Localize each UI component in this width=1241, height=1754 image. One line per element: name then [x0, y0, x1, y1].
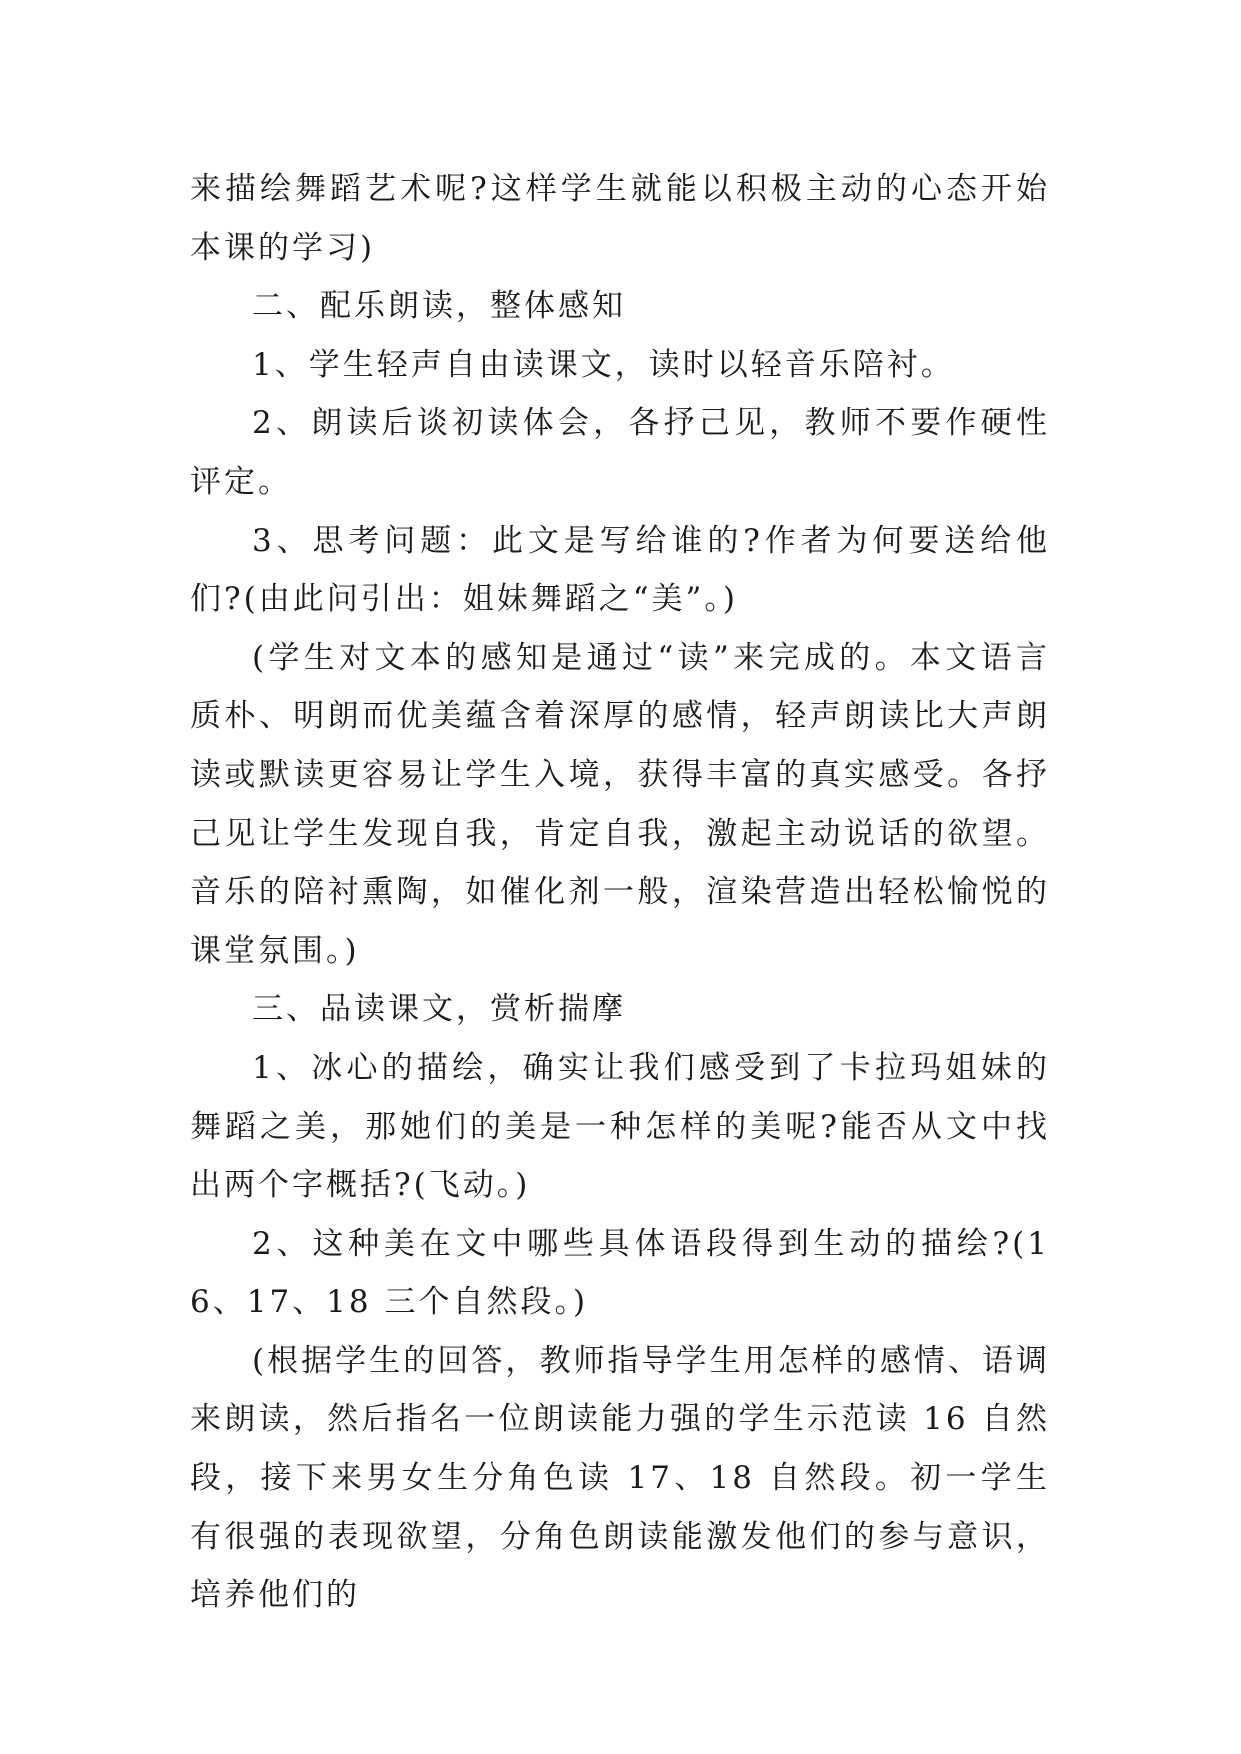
commentary-paragraph-section-3: (根据学生的回答，教师指导学生用怎样的感情、语调来朗读，然后指名一位朗读能力强的学生示范读 16 自然段，接下来男女生分角色读 17、18 自然段。初一学生有很强的表现欲望，分角色朗读能激发他们的参与意识，培养他们的 — [190, 1342, 1050, 1614]
commentary-paragraph: (学生对文本的感知是通过“读”来完成的。本文语言质朴、明朗而优美蕴含着深厚的感情，轻声朗读比大声朗读或默读更容易让学生入境，获得丰富的真实感受。各抒己见让学生发现自我，肯定自我，激起主动说话的欲望。音乐的陪衬熏陶，如催化剂一般，渲染营造出轻松愉悦的课堂氛围。) — [190, 639, 1050, 969]
section-heading-2: 二、配乐朗读，整体感知 — [252, 288, 626, 325]
section-heading-3: 三、品读课文，赏析揣摩 — [252, 991, 626, 1028]
document-body — [190, 160, 1050, 1625]
list-item-2: 2、朗读后谈初读体会，各抒己见，教师不要作硬性评定。 — [190, 405, 1050, 500]
list-item-2-section-3: 2、这种美在文中哪些具体语段得到生动的描绘?(16、17、18 三个自然段。) — [190, 1225, 1050, 1321]
list-item-3: 3、思考问题：此文是写给谁的?作者为何要送给他们?(由此问引出：姐妹舞蹈之“美”。) — [190, 522, 1050, 618]
list-item-1: 1、学生轻声自由读课文，读时以轻音乐陪衬。 — [252, 346, 955, 383]
paragraph-continuation: 来描绘舞蹈艺术呢?这样学生就能以积极主动的心态开始本课的学习) — [190, 171, 1050, 266]
list-item-1-section-3: 1、冰心的描绘，确实让我们感受到了卡拉玛姐妹的舞蹈之美，那她们的美是一种怎样的美呢?能否从文中找出两个字概括?(飞动。) — [190, 1049, 1050, 1204]
